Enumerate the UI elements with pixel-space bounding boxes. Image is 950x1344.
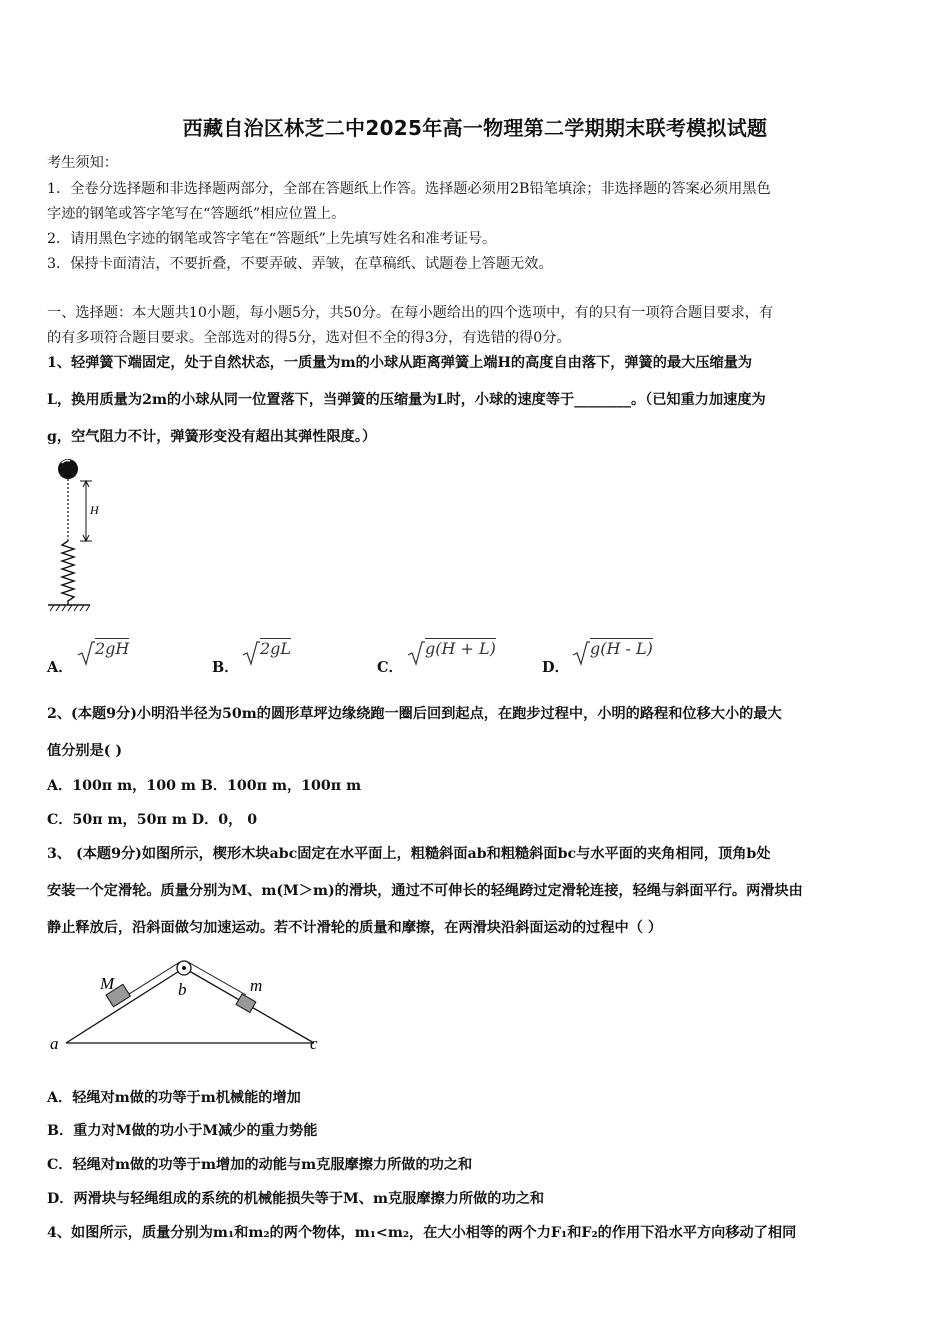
height-label: H [90,503,99,517]
notice-item: 3．保持卡面清洁，不要折叠，不要弄破、弄皱，在草稿纸、试题卷上答题无效。 [47,256,553,272]
q2-options-ab[interactable]: A．100π m，100 m B．100π m，100π m [47,778,362,794]
section-heading-cont: 的有多项符合题目要求。全部选对的得5分，选对但不全的得3分，有选错的得0分。 [47,330,571,346]
sqrt-expression [77,640,129,666]
option-label: C． [377,659,404,676]
option-expr: g(H - L) [590,638,653,658]
q1-options [47,640,907,680]
option-expr: 2gH [95,638,130,658]
spring-figure [44,455,104,615]
q3-option-c[interactable]: C．轻绳对m做的功等于m增加的动能与m克服摩擦力所做的功之和 [47,1157,473,1173]
block-m-icon [236,994,256,1012]
q3-text: 静止释放后，沿斜面做匀加速运动。若不计滑轮的质量和摩擦，在两滑块沿斜面运动的过程中（ ） [47,920,663,936]
notice-item: 字迹的钢笔或答字笔写在“答题纸”相应位置上。 [47,206,346,222]
option-label: B． [212,659,239,676]
sqrt-expression [572,640,653,666]
spring-icon [62,541,74,605]
option-label: D． [542,659,570,676]
option-expr: g(H + L) [425,638,496,658]
notice-heading: 考生须知： [47,155,118,171]
ball-icon [58,459,78,479]
option-label: A． [47,659,73,676]
q1-text: 1、轻弹簧下端固定，处于自然状态，一质量为m的小球从距离弹簧上端H的高度自由落下，弹簧的最大压缩量为 [47,355,753,371]
label-b: b [178,980,187,999]
page-title: 西藏自治区林芝二中2025年高一物理第二学期期末联考模拟试题 [182,116,768,140]
wedge-figure [44,955,334,1055]
section-heading: 一、选择题：本大题共10小题，每小题5分，共50分。在每小题给出的四个选项中，有的只有一项符合题目要求，有 [47,305,774,321]
label-c: c [310,1034,318,1053]
sqrt-expression [242,640,291,666]
label-m: m [250,976,263,995]
q4-text: 4、如图所示，质量分别为m₁和m₂的两个物体，m₁<m₂，在大小相等的两个力F₁和F₂的作用下沿水平方向移动了相同 [47,1225,797,1241]
option-expr: 2gL [260,638,292,658]
notice-item: 2．请用黑色字迹的钢笔或答字笔在“答题纸”上先填写姓名和准考证号。 [47,231,497,247]
sqrt-expression [407,640,496,666]
q3-option-a[interactable]: A．轻绳对m做的功等于m机械能的增加 [47,1090,301,1106]
q1-text: L，换用质量为2m的小球从同一位置落下，当弹簧的压缩量为L时，小球的速度等于________。（已知重力加速度为 [47,392,766,408]
q3-option-d[interactable]: D．两滑块与轻绳组成的系统的机械能损失等于M、m克服摩擦力所做的功之和 [47,1191,545,1207]
q2-text: 2、(本题9分)小明沿半径为50m的圆形草坪边缘绕跑一圈后回到起点，在跑步过程中，小明的路程和位移大小的最大 [47,706,782,722]
notice-item: 1．全卷分选择题和非选择题两部分，全部在答题纸上作答。选择题必须用2B铅笔填涂；非选择题的答案必须用黑色 [47,181,771,197]
q2-options-cd[interactable]: C．50π m，50π m D．0， 0 [47,812,258,828]
label-a: a [50,1034,59,1053]
q3-option-b[interactable]: B．重力对M做的功小于M减少的重力势能 [47,1123,318,1139]
q3-text: 安装一个定滑轮。质量分别为M、m(M＞m)的滑块，通过不可伸长的轻绳跨过定滑轮连接，轻绳与斜面平行。两滑块由 [47,883,803,899]
q2-text: 值分别是( ) [47,743,123,759]
q1-text: g，空气阻力不计，弹簧形变没有超出其弹性限度。） [47,429,377,445]
label-M: M [100,974,115,993]
q3-text: 3、 (本题9分)如图所示，楔形木块abc固定在水平面上，粗糙斜面ab和粗糙斜面bc与水平面的夹角相同，顶角b处 [47,846,771,862]
